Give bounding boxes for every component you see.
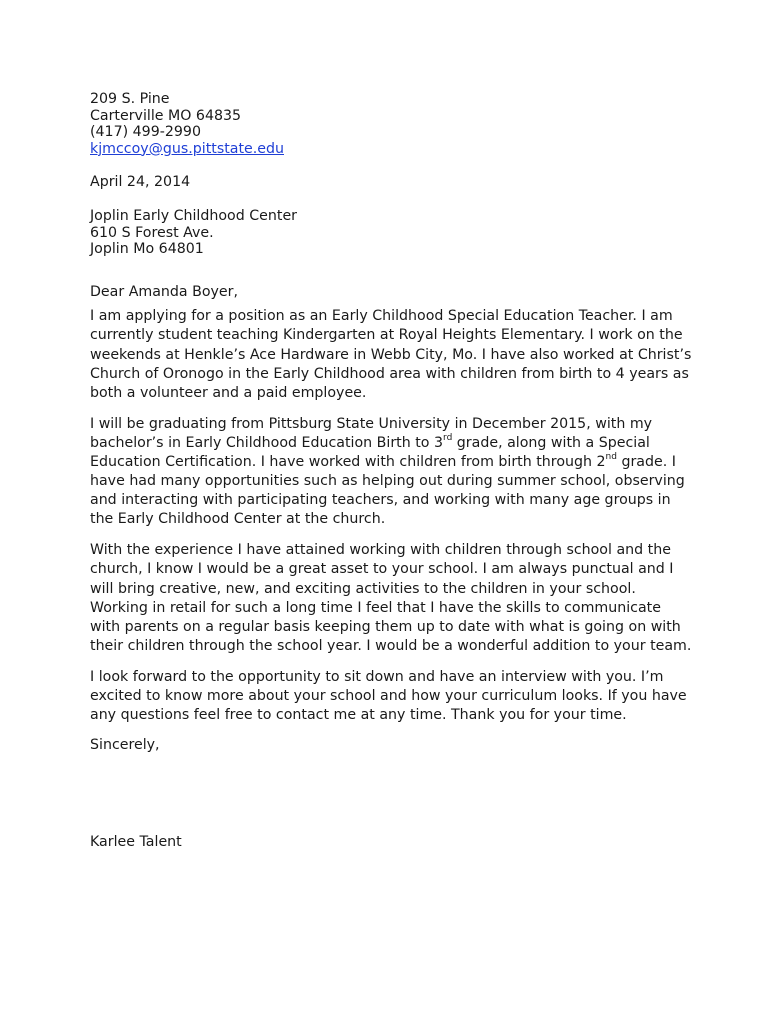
- paragraph-3: [90, 541, 690, 656]
- closing: Sincerely,: [90, 737, 160, 754]
- paragraph-line: Church of Oronogo in the Early Childhood area with children from birth to 4 years as: [90, 365, 689, 382]
- paragraph-line: With the experience I have attained working with children through school and the: [90, 542, 671, 559]
- paragraph-line: both a volunteer and a paid employee.: [90, 384, 367, 401]
- recipient-address-block: [90, 208, 690, 258]
- paragraph-line: and interacting with participating teachers, and working with many age groups in: [90, 492, 671, 509]
- salutation: Dear Amanda Boyer,: [90, 283, 238, 300]
- paragraph-line: Education Certification. I have worked with children from birth through 2nd grade. I: [90, 452, 676, 470]
- sender-city: Carterville MO 64835: [90, 107, 242, 124]
- letter-date: April 24, 2014: [90, 174, 191, 191]
- paragraph-line: have had many opportunities such as helping out during summer school, observing: [90, 473, 685, 490]
- paragraph-line: excited to know more about your school and how your curriculum looks. If you have: [90, 688, 687, 705]
- sender-street: 209 S. Pine: [90, 91, 170, 107]
- sender-address-block: [90, 91, 690, 157]
- paragraph-line: weekends at Henkle’s Ace Hardware in Webb City, Mo. I have also worked at Christ’s: [90, 346, 692, 363]
- ordinal-suffix: rd: [443, 433, 453, 444]
- paragraph-line: with parents on a regular basis keeping them up to date with what is going on with: [90, 618, 681, 635]
- paragraph-line: I look forward to the opportunity to sit down and have an interview with you. I’m: [90, 668, 664, 685]
- recipient-street: 610 S Forest Ave.: [90, 224, 214, 241]
- paragraph-line: church, I know I would be a great asset to your school. I am always punctual and I: [90, 561, 674, 578]
- paragraph-line: any questions feel free to contact me at any time. Thank you for your time.: [90, 707, 627, 724]
- paragraph-line: bachelor’s in Early Childhood Education Birth to 3rd grade, along with a Special: [90, 433, 650, 451]
- paragraph-1: [90, 307, 690, 402]
- paragraph-line: will bring creative, new, and exciting activities to the children in your school.: [90, 580, 636, 597]
- paragraph-4: [90, 668, 690, 725]
- recipient-name: Joplin Early Childhood Center: [90, 207, 298, 224]
- paragraph-line: Working in retail for such a long time I feel that I have the skills to communicate: [90, 599, 661, 616]
- recipient-city: Joplin Mo 64801: [90, 241, 204, 258]
- letter-page: [90, 91, 690, 850]
- sender-email-link[interactable]: kjmccoy@gus.pittstate.edu: [90, 140, 284, 157]
- sender-phone: (417) 499-2990: [90, 124, 201, 141]
- paragraph-2: [90, 415, 690, 530]
- paragraph-line: the Early Childhood Center at the church.: [90, 511, 386, 528]
- paragraph-line: I will be graduating from Pittsburg State University in December 2015, with my: [90, 415, 653, 432]
- paragraph-line: their children through the school year. I would be a wonderful addition to your team.: [90, 637, 692, 654]
- paragraph-line: currently student teaching Kindergarten at Royal Heights Elementary. I work on the: [90, 327, 683, 344]
- signature-name: Karlee Talent: [90, 833, 182, 850]
- paragraph-line: I am applying for a position as an Early Childhood Special Education Teacher. I am: [90, 308, 673, 325]
- ordinal-suffix: nd: [605, 452, 617, 463]
